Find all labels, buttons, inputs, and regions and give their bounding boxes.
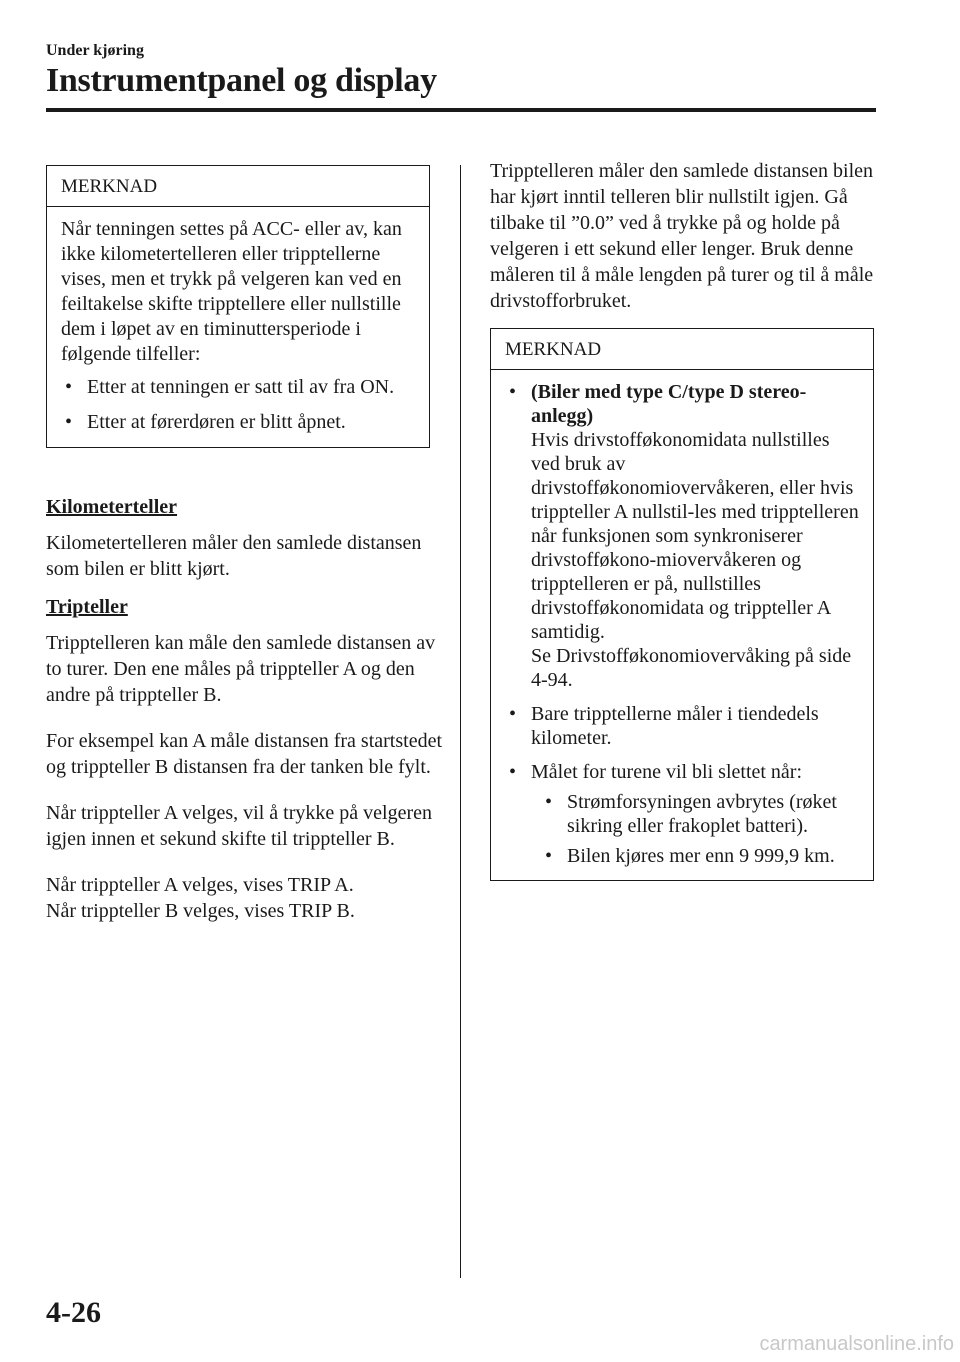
note-bullet [505, 380, 859, 692]
tripmeter-paragraph: Tripptelleren kan måle den samlede distansen av to turer. Den ene måles på trippteller A og den andre på trippteller B. [46, 632, 436, 706]
note-box-fuel-economy [490, 328, 874, 881]
note-bullet [505, 760, 859, 868]
tripmeter-line-b: Når trippteller B velges, vises TRIP B. [46, 900, 355, 922]
note-bullet: • Etter at førerdøren er blitt åpnet. [61, 410, 415, 435]
note-body [491, 370, 873, 880]
tripmeter-line-a: Når trippteller A velges, vises TRIP A. [46, 874, 354, 896]
watermark: carmanualsonline.info [759, 1333, 954, 1355]
tripmeter-paragraph: For eksempel kan A måle distansen fra startstedet og trippteller B distansen fra der tanken ble fylt. [46, 730, 443, 778]
note-bullet: • Etter at tenningen er satt til av fra ON. [61, 375, 415, 400]
tripmeter-heading: Tripteller [46, 596, 128, 618]
tripmeter-section [46, 594, 451, 924]
section-label: Under kjøring [46, 42, 144, 59]
tripmeter-intro-text: Tripptelleren måler den samlede distansen bilen har kjørt inntil telleren blir nullstilt igjen. Gå tilbake til ”0.0” ved å trykke på og holde på velgeren i ett sekund eller lenger. Bruk denne måleren til å måle lengden på turer og til å måle drivstofforbruket. [490, 160, 874, 312]
odometer-text: Kilometertelleren måler den samlede distansen som bilen er blitt kjørt. [46, 532, 422, 580]
tripmeter-intro [490, 158, 875, 314]
column-divider [460, 165, 461, 1278]
odometer-section [46, 494, 446, 582]
note-heading: MERKNAD [491, 329, 873, 370]
page-number: 4-26 [46, 1296, 101, 1329]
note-sub-bullet: • Strømforsyningen avbrytes (røket sikring eller frakoplet batteri). [531, 790, 859, 838]
odometer-heading: Kilometerteller [46, 496, 178, 518]
note-body [47, 207, 429, 447]
note-heading: MERKNAD [47, 166, 429, 207]
note-bullet-title: • (Biler med type C/type D stereo-anlegg) [531, 381, 807, 427]
note-sub-bullet: • Bilen kjøres mer enn 9 999,9 km. [531, 844, 859, 868]
note-bullet-reference: Se Drivstofføkonomiovervåking på side 4-94. [531, 645, 852, 691]
tripmeter-paragraph: Når trippteller A velges, vil å trykke på velgeren igjen innen et sekund skifte til trippteller B. [46, 802, 432, 850]
note-bullet-text: Hvis drivstofføkonomidata nullstilles ved bruk av drivstofføkonomiovervåkeren, eller hvis trippteller A nullstil-les med tripptelleren når funksjonen som synkroniserer drivstofføkono-miovervåkeren og tripptelleren er på, nullstilles drivstofføkonomidata og trippteller A samtidig. [531, 429, 859, 643]
note-bullet-text: • Målet for turene vil bli slettet når: [531, 761, 803, 783]
note-box-ignition [46, 165, 430, 448]
note-bullet: • Bare tripptellerne måler i tiendedels kilometer. [505, 702, 859, 750]
page-title: Instrumentpanel og display [46, 62, 437, 99]
note-intro: Når tenningen settes på ACC- eller av, kan ikke kilometertelleren eller tripptellerne vises, men et trykk på velgeren kan ved en feiltakelse skifte tripptellere eller nullstille dem i løpet av en timinuttersperiode i følgende tilfeller: [61, 218, 402, 365]
title-rule [46, 108, 876, 112]
